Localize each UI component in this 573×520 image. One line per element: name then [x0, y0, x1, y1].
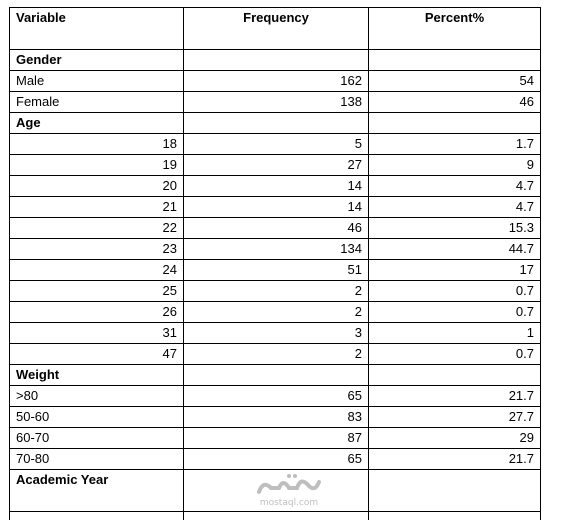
frequency-cell: 65: [184, 449, 369, 470]
percent-cell: 27.7: [369, 407, 541, 428]
table-row: [10, 218, 541, 239]
frequency-cell: 2: [184, 344, 369, 365]
header-variable: Variable: [10, 8, 184, 50]
empty-cell: [369, 512, 541, 520]
table-row: [10, 449, 541, 470]
row-label: 47: [10, 344, 184, 365]
frequency-cell: 65: [184, 386, 369, 407]
empty-cell: [184, 113, 369, 134]
row-label: Male: [10, 71, 184, 92]
mostaql-logo-icon: [249, 470, 329, 500]
row-label: >80: [10, 386, 184, 407]
frequency-cell: 138: [184, 92, 369, 113]
percent-cell: 9: [369, 155, 541, 176]
percent-cell: 4.7: [369, 197, 541, 218]
empty-cell: [184, 512, 369, 520]
section-row-age: [10, 113, 541, 134]
table-row: [10, 134, 541, 155]
row-label: Female: [10, 92, 184, 113]
table-row: [10, 92, 541, 113]
section-row-gender: [10, 50, 541, 71]
row-label: 18: [10, 134, 184, 155]
section-label-gender: Gender: [10, 50, 184, 71]
header-frequency: Frequency: [184, 8, 369, 50]
frequency-cell: 162: [184, 71, 369, 92]
percent-cell: 4.7: [369, 176, 541, 197]
table-row: [10, 155, 541, 176]
row-label: 22: [10, 218, 184, 239]
empty-cell: [369, 365, 541, 386]
percent-cell: 15.3: [369, 218, 541, 239]
row-label: 20: [10, 176, 184, 197]
watermark-site-text: mostaql.com: [249, 498, 329, 508]
table-row: [10, 197, 541, 218]
percent-cell: 44.7: [369, 239, 541, 260]
table-row: [10, 323, 541, 344]
empty-cell: [184, 365, 369, 386]
row-label: 23: [10, 239, 184, 260]
section-row-weight: [10, 365, 541, 386]
percent-cell: 54: [369, 71, 541, 92]
frequency-cell: 51: [184, 260, 369, 281]
frequency-cell: 87: [184, 428, 369, 449]
frequency-cell: 3: [184, 323, 369, 344]
table-row: [10, 344, 541, 365]
table-row: [10, 407, 541, 428]
row-label: 50-60: [10, 407, 184, 428]
percent-cell: 1: [369, 323, 541, 344]
header-row: [10, 8, 541, 50]
row-label: 60-70: [10, 428, 184, 449]
empty-cell: [10, 512, 184, 520]
table-row: [10, 281, 541, 302]
table-row: [10, 239, 541, 260]
row-label: 21: [10, 197, 184, 218]
frequency-cell: 5: [184, 134, 369, 155]
table-row: [10, 260, 541, 281]
section-label-academic-year: Academic Year: [10, 470, 184, 512]
header-percent: Percent%: [369, 8, 541, 50]
percent-cell: 0.7: [369, 281, 541, 302]
table-row: [10, 302, 541, 323]
empty-cell: [369, 470, 541, 512]
section-label-weight: Weight: [10, 365, 184, 386]
percent-cell: 0.7: [369, 344, 541, 365]
table-row: [10, 428, 541, 449]
table-row: [10, 71, 541, 92]
table-row: [10, 176, 541, 197]
row-label: 25: [10, 281, 184, 302]
empty-cell: [369, 113, 541, 134]
empty-cell: [369, 50, 541, 71]
empty-cell: [184, 50, 369, 71]
table-row-cutoff: [10, 512, 541, 520]
percent-cell: 17: [369, 260, 541, 281]
percent-cell: 21.7: [369, 386, 541, 407]
percent-cell: 1.7: [369, 134, 541, 155]
row-label: 70-80: [10, 449, 184, 470]
frequency-cell: 14: [184, 176, 369, 197]
frequency-cell: 134: [184, 239, 369, 260]
frequency-cell: 2: [184, 281, 369, 302]
frequency-cell: 14: [184, 197, 369, 218]
frequency-cell: 83: [184, 407, 369, 428]
percent-cell: 0.7: [369, 302, 541, 323]
frequency-cell: 2: [184, 302, 369, 323]
percent-cell: 46: [369, 92, 541, 113]
frequency-cell: 46: [184, 218, 369, 239]
row-label: 31: [10, 323, 184, 344]
percent-cell: 29: [369, 428, 541, 449]
frequency-table: [9, 7, 541, 520]
frequency-cell: 27: [184, 155, 369, 176]
row-label: 24: [10, 260, 184, 281]
row-label: 26: [10, 302, 184, 323]
row-label: 19: [10, 155, 184, 176]
table-row: [10, 386, 541, 407]
percent-cell: 21.7: [369, 449, 541, 470]
watermark-logo: [249, 470, 329, 510]
section-label-age: Age: [10, 113, 184, 134]
